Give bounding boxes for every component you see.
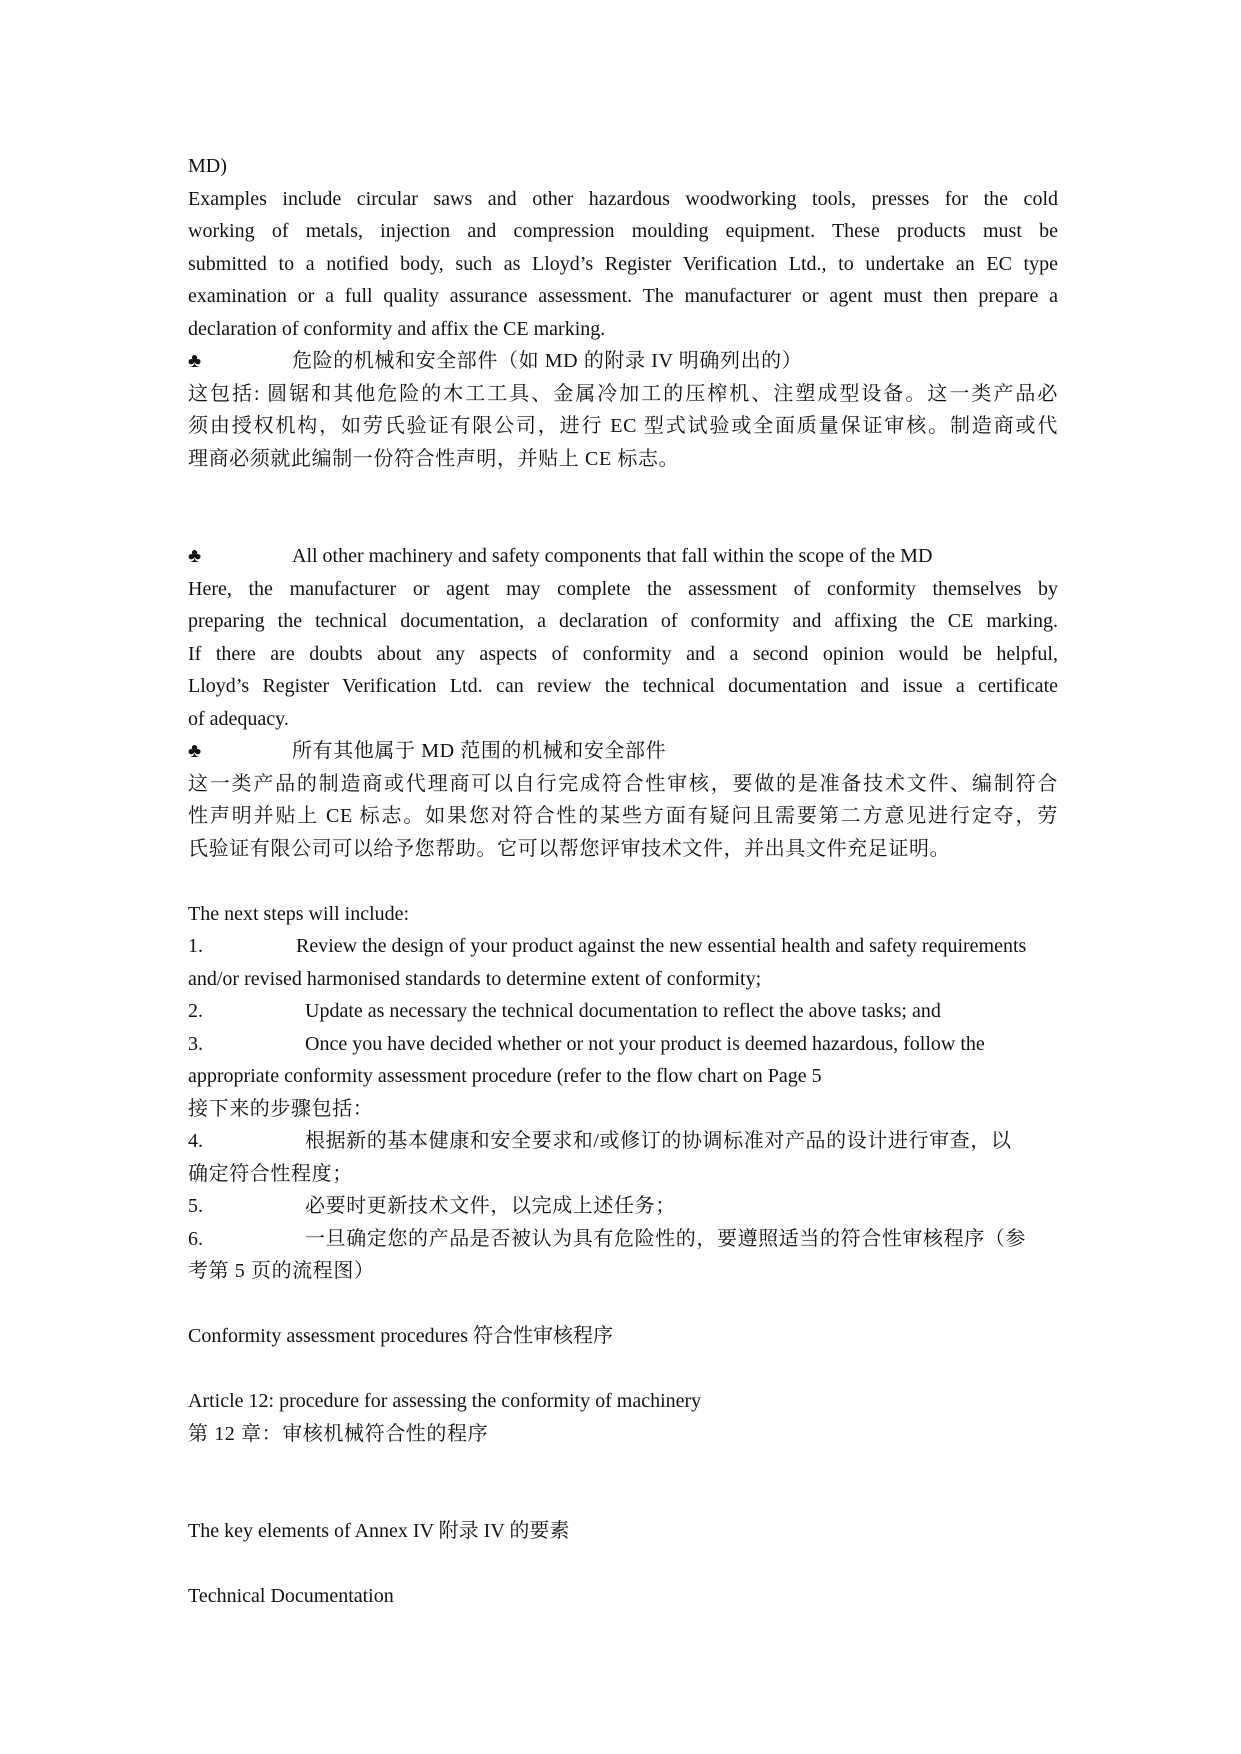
step-item (188, 1223, 1058, 1256)
step-item (188, 1190, 1058, 1223)
paragraph-line: declaration of conformity and affix the CE marking. (188, 317, 606, 340)
club-bullet-icon: ♣ (188, 740, 202, 762)
bullet-item (188, 345, 1058, 378)
paragraph-line: Examples include circular saws and other hazardous woodworking tools, presses for the cold (188, 187, 1058, 210)
paragraph-line: working of metals, injection and compression moulding equipment. These products must be (188, 220, 1058, 242)
bullet-text: 危险的机械和安全部件（如 MD 的附录 IV 明确列出的） (292, 350, 803, 372)
article-heading-cn: 第 12 章：审核机械符合性的程序 (188, 1422, 489, 1445)
step-text: 根据新的基本健康和安全要求和/或修订的协调标准对产品的设计进行审查，以 (305, 1130, 1012, 1152)
bullet-item (188, 540, 1058, 573)
paragraph-line: submitted to a notified body, such as Lloyd’s Register Verification Ltd., to undertake an EC type (188, 252, 1058, 275)
paragraph-line: 性声明并贴上 CE 标志。如果您对符合性的某些方面有疑问且需要第二方意见进行定夺，劳 (188, 805, 1058, 827)
step-text: 必要时更新技术文件，以完成上述任务； (305, 1195, 676, 1217)
step-text: Once you have decided whether or not your product is deemed hazardous, follow the (305, 1032, 985, 1055)
step-text-continued: 确定符合性程度； (188, 1162, 353, 1185)
club-bullet-icon: ♣ (188, 350, 202, 372)
bullet-text: 所有其他属于 MD 范围的机械和安全部件 (292, 740, 667, 762)
bullet-text: All other machinery and safety components that fall within the scope of the MD (292, 545, 933, 567)
steps-intro-cn: 接下来的步骤包括： (188, 1097, 374, 1120)
paragraph-line: Here, the manufacturer or agent may complete the assessment of conformity themselves by (188, 577, 1058, 600)
step-text: Update as necessary the technical documentation to reflect the above tasks; and (305, 1000, 941, 1022)
paragraph-line: 氏验证有限公司可以给予您帮助。它可以帮您评审技术文件，并出具文件充足证明。 (188, 837, 951, 860)
step-number: 2. (188, 1000, 203, 1022)
step-item (188, 930, 1058, 963)
paragraph-line: examination or a full quality assurance assessment. The manufacturer or agent must then prepare a (188, 285, 1058, 307)
section-heading: The key elements of Annex IV 附录 IV 的要素 (188, 1520, 570, 1542)
step-text: Review the design of your product against the new essential health and safety requirements (296, 935, 1027, 957)
steps-intro: The next steps will include: (188, 902, 410, 925)
step-item (188, 1125, 1058, 1158)
step-number: 6. (188, 1227, 203, 1250)
step-item (188, 1028, 1058, 1061)
step-number: 5. (188, 1195, 203, 1217)
paragraph-line: 须由授权机构，如劳氏验证有限公司，进行 EC 型式试验或全面质量保证审核。制造商或代 (188, 415, 1058, 437)
paragraph-line: If there are doubts about any aspects of conformity and a second opinion would be helpful, (188, 642, 1058, 665)
club-bullet-icon: ♣ (188, 545, 202, 567)
step-item (188, 995, 1058, 1028)
section-heading: Conformity assessment procedures 符合性审核程序 (188, 1325, 613, 1347)
step-number: 3. (188, 1032, 203, 1055)
paragraph-line: preparing the technical documentation, a declaration of conformity and affixing the CE marking. (188, 610, 1058, 632)
paragraph-line: of adequacy. (188, 707, 289, 730)
heading-tail: MD) (188, 155, 227, 177)
section-heading: Technical Documentation (188, 1585, 394, 1607)
step-number: 1. (188, 935, 203, 957)
article-heading: Article 12: procedure for assessing the conformity of machinery (188, 1390, 702, 1412)
paragraph-line: 这包括: 圆锯和其他危险的木工工具、金属冷加工的压榨机、注塑成型设备。这一类产品必 (188, 382, 1058, 405)
paragraph-line: 这一类产品的制造商或代理商可以自行完成符合性审核，要做的是准备技术文件、编制符合 (188, 772, 1058, 795)
document-body (188, 150, 1058, 1613)
step-text-continued: and/or revised harmonised standards to determine extent of conformity; (188, 967, 762, 990)
step-text-continued: appropriate conformity assessment procedure (refer to the flow chart on Page 5 (188, 1065, 822, 1087)
step-text-continued: 考第 5 页的流程图） (188, 1260, 375, 1282)
paragraph-line: Lloyd’s Register Verification Ltd. can review the technical documentation and issue a certificate (188, 675, 1058, 697)
step-number: 4. (188, 1130, 203, 1152)
bullet-item (188, 735, 1058, 768)
paragraph-line: 理商必须就此编制一份符合性声明，并贴上 CE 标志。 (188, 447, 680, 470)
step-text: 一旦确定您的产品是否被认为具有危险性的，要遵照适当的符合性审核程序（参 (305, 1227, 1026, 1250)
